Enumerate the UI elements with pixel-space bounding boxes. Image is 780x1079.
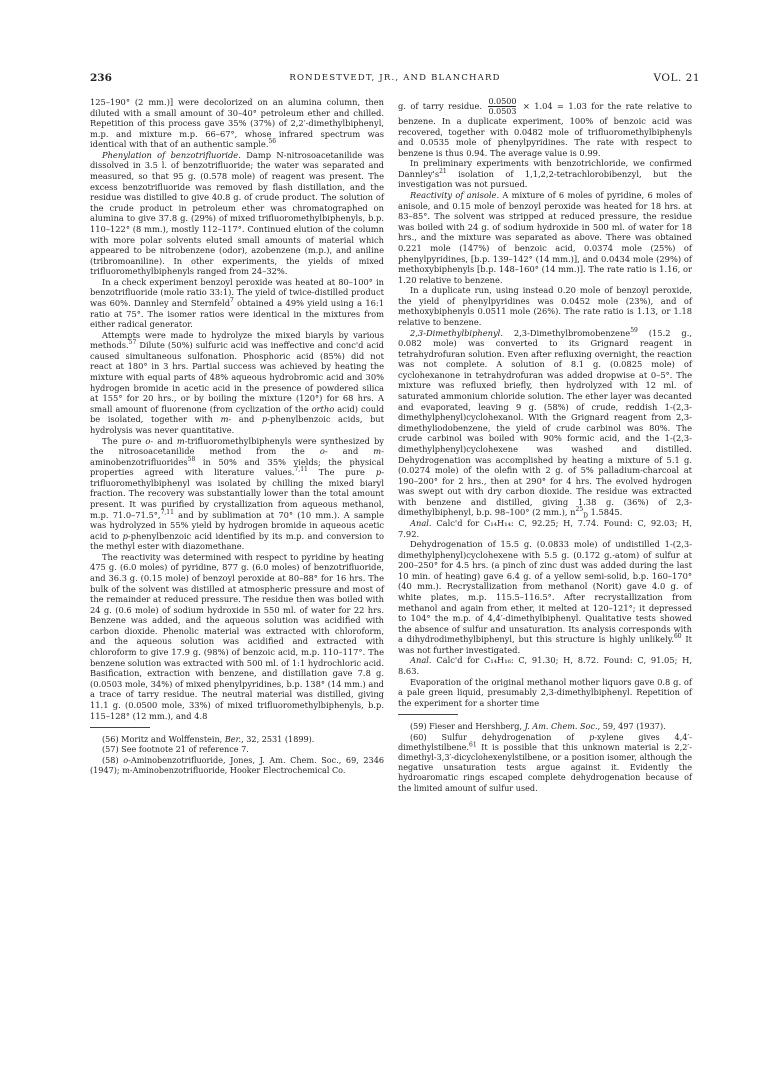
- paragraph: 125–190° (2 mm.)] were decolorized on an alumina column, then diluted with a small amount of 30–40° petroleum ether and chilled. Repetition of this process gave 35% (37%) of 2,2′-dimethylbiphenyl, m.p. and mixture m.p. 66–67°, whose infrared spectrum was identical with that of an authentic sample.$^{56}$: [90, 97, 384, 150]
- paragraph: In a check experiment benzoyl peroxide was heated at 80–100° in benzotrifluoride (mole ratio 33:1). The yield of twice-distilled product was 60%. Dannley and Sternfeld$^7$ obtained a 49% yield using a 16:1 ratio at 75°. The isomer ratios were identical in the mixtures from either radical generator.: [90, 276, 384, 330]
- paragraph: g. of tarry residue. $\frac{0.0500}{0.0503}$ × 1.04 = 1.03 for the rate relative to benzene. In a duplicate experiment, 100% of benzoic acid was recovered, together with 0.0482 mole of trifluoromethylbiphenyls and 0.0535 mole of phenylpyridines. The rate with respect to benzene is thus 0.94. The average value is 0.99.: [398, 97, 692, 158]
- paragraph: Anal. Calc'd for C₁₄H₁₄: C, 92.25; H, 7.74. Found: C, 92.03; H, 7.92.: [398, 517, 692, 539]
- volume-label: VOL. 21: [653, 72, 700, 84]
- footnote: (58) o-Aminobenzotrifluoride, Jones, J. Am. Chem. Soc., 69, 2346 (1947); m-Aminobenzotrifluoride, Hooker Electrochemical Co.: [90, 754, 385, 775]
- page-header: [90, 72, 700, 86]
- paragraph: Reactivity of anisole. A mixture of 6 moles of pyridine, 6 moles of anisole, and 0.15 mole of benzoyl peroxide was heated for 18 hrs. at 83–85°. The solvent was stripped at reduced pressure, the residue was boiled with 24 g. of sodium hydroxide in 500 ml. of water for 18 hrs., and the mixture was separated as above. There was obtained 0.221 mole (147%) of benzoic acid, 0.0374 mole (25%) of phenylpyridines, [b.p. 139–142° (14 mm.)], and 0.0434 mole (29%) of methoxybiphenyls [b.p. 148–160° (14 mm.)]. The rate ratio is 1.16, or 1.20 relative to benzene.: [398, 190, 692, 285]
- paragraph: Anal. Calc'd for C₁₄H₁₆: C, 91.30; H, 8.72. Found: C, 91.05; H, 8.63.: [398, 655, 692, 677]
- paragraph: Dehydrogenation of 15.5 g. (0.0833 mole) of undistilled 1-(2,3-dimethylphenyl)cyclohexene with 5.5 g. (0.172 g.-atom) of sulfur at 200–250° for 4.5 hrs. (a pinch of zinc dust was added during the last 10 min. of heating) gave 6.4 g. of a yellow semi-solid, b.p. 160–170° (40 mm.). Recrystallization from methanol (Norit) gave 4.0 g. of white plates, m.p. 115.5–116.5°. After recrystallization from methanol and again from ether, it melted at 120–121°; it depressed to 104° the m.p. of 4,4′-dimethylbiphenyl. Qualitative tests showed the absence of sulfur and unsaturation. Its analysis corresponds with a dihydrodimethylbiphenyl, but this structure is highly unlikely.$^{60}$ It was not further investigated.: [398, 539, 693, 655]
- footnote: (56) Moritz and Wolffenstein, Ber., 32, 2531 (1899).: [102, 734, 315, 745]
- footnotes-right: [398, 721, 692, 792]
- footnote: (60) Sulfur dehydrogenation of p-xylene gives 4,4′-dimethylstilbene.$^{61}$ It is possible that this unknown material is 2,2′-dimethyl-3,3′-dicyclohexenylstilbene, or a position isomer, although the negative unsaturation tests argue against it. Evidently the hydroaromatic rings escaped complete dehydrogenation because of the limited amount of sulfur used.: [398, 731, 692, 793]
- paragraph: 2,3-Dimethylbiphenyl. 2,3-Dimethylbromobenzene$^{59}$ (15.2 g., 0.082 mole) was converted to its Grignard reagent in tetrahydrofuran solution. Even after refluxing overnight, the reaction was not complete. A solution of 8.1 g. (0.0825 mole) of cyclohexanone in tetrahydrofuran was added dropwise at 0–5°. The mixture was refluxed briefly, then hydrolyzed with 12 ml. of saturated ammonium chloride solution. The ether layer was decanted and evaporated, leaving 9 g. (58%) of crude, reddish 1-(2,3-dimethylphenyl)cyclohexanol. With the Grignard reagent from 2,3-dimethyliodobenzene, the yield of crude carbinol was 80%. The crude carbinol was boiled with 90% formic acid, and the 1-(2,3-dimethylphenyl)cyclohexene was washed and distilled. Dehydrogenation was accomplished by heating a mixture of 5.1 g. (0.0274 mole) of the olefin with 2 g. of 5% palladium-charcoal at 190–200° for 2 hrs., then at 290° for 4 hrs. The evolved hydrogen was swept out with dry carbon dioxide. The residue was extracted with benzene and distilled, giving 1.38 g. (36%) of 2,3-dimethylbiphenyl, b.p. 98–100° (2 mm.), $n^{25}_D$ 1.5845.: [398, 326, 692, 521]
- paragraph: In a duplicate run, using instead 0.20 mole of benzoyl peroxide, the yield of phenylpyridines was 0.0452 mole (23%), and of methoxybiphenyls 0.0511 mole (26%). The rate ratio is 1.13, or 1.18 relative to benzene.: [398, 285, 692, 327]
- footnote-divider: [398, 714, 458, 715]
- paragraph: The reactivity was determined with respect to pyridine by heating 475 g. (6.0 moles) of pyridine, 877 g. (6.0 moles) of benzotrifluoride, and 36.3 g. (0.15 mole) of benzoyl peroxide at 80–88° for 16 hrs. The bulk of the solvent was distilled at atmospheric pressure and most of the remainder at reduced pressure. The residue then was boiled with 24 g. (0.6 mole) of sodium hydroxide in 550 ml. of water for 22 hrs. Benzene was added, and the aqueous solution was acidified with carbon dioxide. Phenolic material was extracted with chloroform, and the aqueous solution was acidified and extracted with chloroform to give 17.9 g. (98%) of benzoic acid, m.p. 110–117°. The benzene solution was extracted with 500 ml. of 1:1 hydrochloric acid. Basification, extraction with benzene, and distillation gave 7.8 g. (0.0503 mole, 34%) of mixed phenylpyridines, b.p. 138° (14 mm.) and a trace of tarry residue. The neutral material was distilled, giving 11.1 g. (0.0500 mole, 33%) of mixed trifluoromethylbiphenyls, b.p. 115–128° (12 mm.), and 4.8: [90, 551, 384, 721]
- paragraph: Evaporation of the original methanol mother liquors gave 0.8 g. of a pale green liquid, presumably 2,3-dimethylbiphenyl. Repetition of the experiment for a shorter time: [398, 676, 692, 708]
- right-column: [398, 97, 692, 793]
- footnote: (59) Fieser and Hershberg, J. Am. Chem. Soc., 59, 497 (1937).: [410, 721, 666, 732]
- footnote-divider: [90, 727, 150, 728]
- paragraph: In preliminary experiments with benzotrichloride, we confirmed $Dannley's^{21}$ isolation of 1,1,2,2-tetrachlorobibenzyl, but the investigation was not pursued.: [398, 158, 692, 190]
- left-column: [90, 97, 384, 775]
- footnotes-left: [90, 734, 384, 775]
- paragraph: The pure o- and m-trifluoromethylbiphenyls were synthesized by the nitrosoacetanilide method from the o- and m-aminobenzotrifluorides$^{58}$ in 50% and 35% yields; the physical properties agreed with literature values.$^{7,11}$ The pure p-trifluoromethylbiphenyl was isolated by chilling the mixed biaryl fraction. The recovery was substantially lower than the total amount present. It was purified by crystallization from aqueous methanol, m.p. 71.0–71.5°,$^{7,11}$ and by sublimation at 70° (10 mm.). A sample was hydrolyzed in 55% yield by hydrogen bromide in aqueous acetic acid to p-phenylbenzoic acid identified by its m.p. and conversion to the methyl ester with diazomethane.: [90, 435, 384, 552]
- paragraph: Attempts were made to hydrolyze the mixed biaryls by various methods.$^{57}$ Dilute (50%) sulfuric acid was ineffective and conc'd acid caused simultaneous sulfonation. Phosphoric acid (85%) did not react at 180° in 3 hrs. Partial success was achieved by heating the mixture with equal parts of 48% aqueous hydrobromic acid and 30% hydrogen bromide in acetic acid in the presence of powdered silica at 155° for 20 hrs., or by boiling the mixture (120°) for 68 hrs. A small amount of fluorenone (from cyclization of the ortho acid) could be isolated, together with m- and p-phenylbenzoic acids, but hydrolysis was never quantitative.: [90, 329, 385, 435]
- rate-fraction: $\frac{0.0500}{0.0503}$: [488, 97, 517, 116]
- paragraph: Phenylation of benzotrifluoride. Damp N-nitrosoacetanilide was dissolved in 3.5 l. of benzotrifluoride; the water was separated and measured, so that 95 g. (0.578 mole) of reagent was present. The excess benzotrifluoride was removed by flash distillation, and the residue was distilled to give 40.8 g. of crude product. The solution of the crude product in petroleum ether was chromatographed on alumina to give 37.8 g. (29%) of mixed trifluoromethylbiphenyls, b.p. 110–122° (8 mm.), mostly 112–117°. Continued elution of the column with more polar solvents eluted small amounts of material which appeared to be nitrobenzene (odor), azobenzene (m.p.), and aniline (tribromoaniline). In other experiments, the yields of mixed trifluoromethylbiphenyls ranged from 24–32%.: [90, 149, 384, 277]
- page-number: 236: [90, 72, 112, 84]
- footnote: (57) See footnote 21 of reference 7.: [102, 744, 249, 755]
- running-title: RONDESTVEDT, JR., AND BLANCHARD: [289, 73, 501, 83]
